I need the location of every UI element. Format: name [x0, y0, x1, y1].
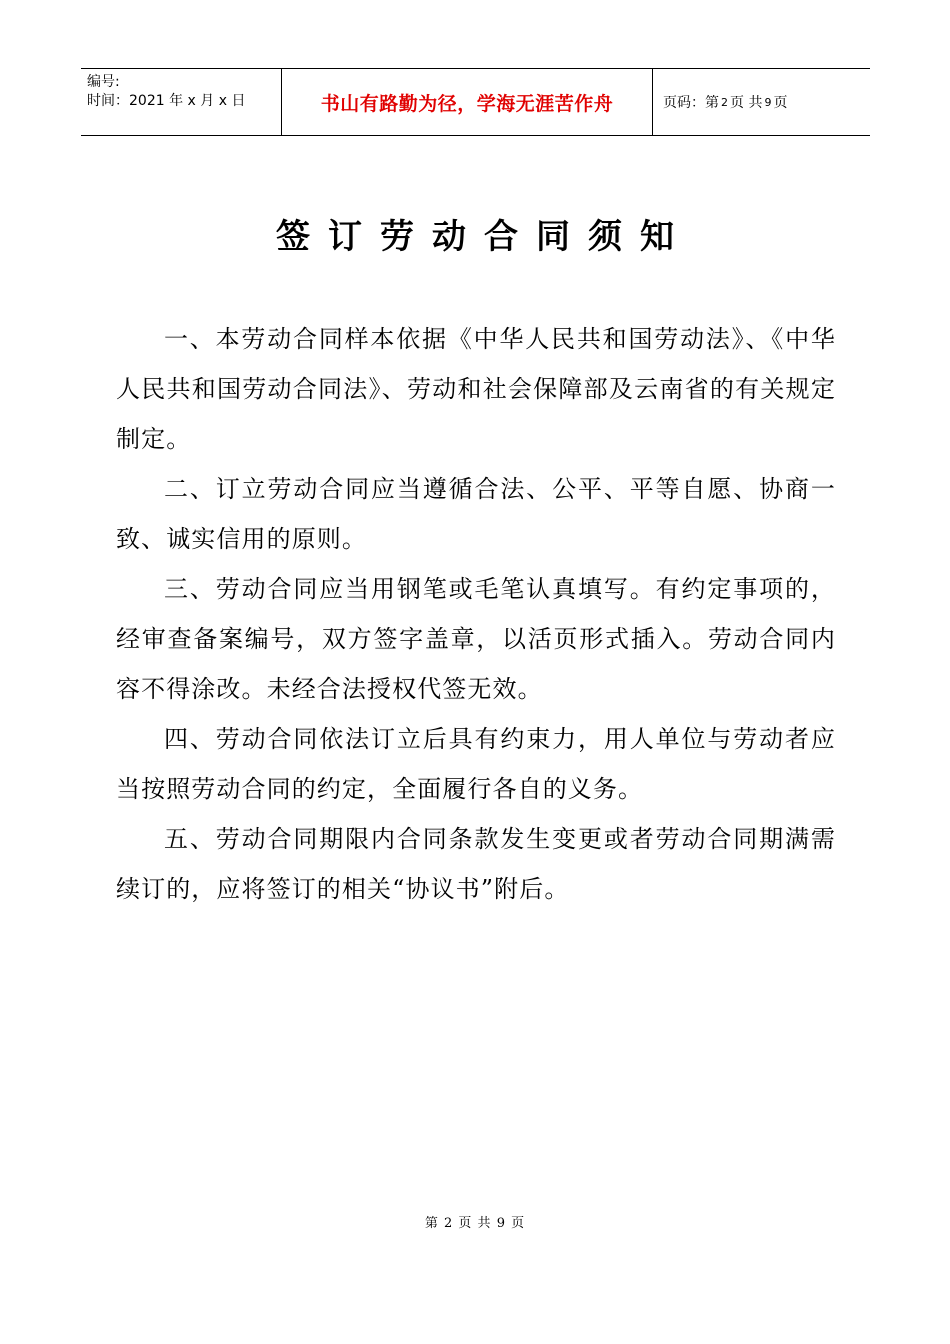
header-page-cell	[653, 69, 870, 135]
paragraph-3: 三、劳动合同应当用钢笔或毛笔认真填写。有约定事项的，经审查备案编号，双方签字盖章，以活页形式插入。劳动合同内容不得涂改。未经合法授权代签无效。	[116, 575, 836, 703]
header-motto-cell	[281, 69, 653, 135]
page-mid: 页 共	[730, 95, 763, 111]
header-info-cell	[81, 69, 281, 135]
page-suffix: 页	[773, 95, 788, 111]
page-footer: 第 2 页 共 9 页	[424, 1216, 526, 1231]
page-prefix: 页码：第	[663, 95, 719, 111]
paragraph-2: 二、订立劳动合同应当遵循合法、公平、平等自愿、协商一致、诚实信用的原则。	[116, 475, 836, 553]
document-number-label: 编号:	[87, 74, 120, 90]
header-motto: 书山有路勤为径，学海无涯苦作舟	[320, 92, 614, 115]
document-time-label: 时间：2021 年 x 月 x 日	[87, 93, 246, 109]
paragraph-5: 五、劳动合同期限内合同条款发生变更或者劳动合同期满需续订的，应将签订的相关“协议书”附后。	[116, 825, 836, 903]
paragraph-4: 四、劳动合同依法订立后具有约束力，用人单位与劳动者应当按照劳动合同的约定，全面履行各自的义务。	[116, 725, 836, 803]
document-header	[81, 68, 870, 136]
paragraph-1: 一、本劳动合同样本依据《中华人民共和国劳动法》、《中华人民共和国劳动合同法》、劳动和社会保障部及云南省的有关规定制定。	[116, 325, 836, 453]
document-body	[116, 314, 836, 914]
page-current: 2	[721, 95, 728, 109]
page-total: 9	[764, 95, 772, 109]
document-title: 签订劳动合同须知	[276, 217, 692, 257]
